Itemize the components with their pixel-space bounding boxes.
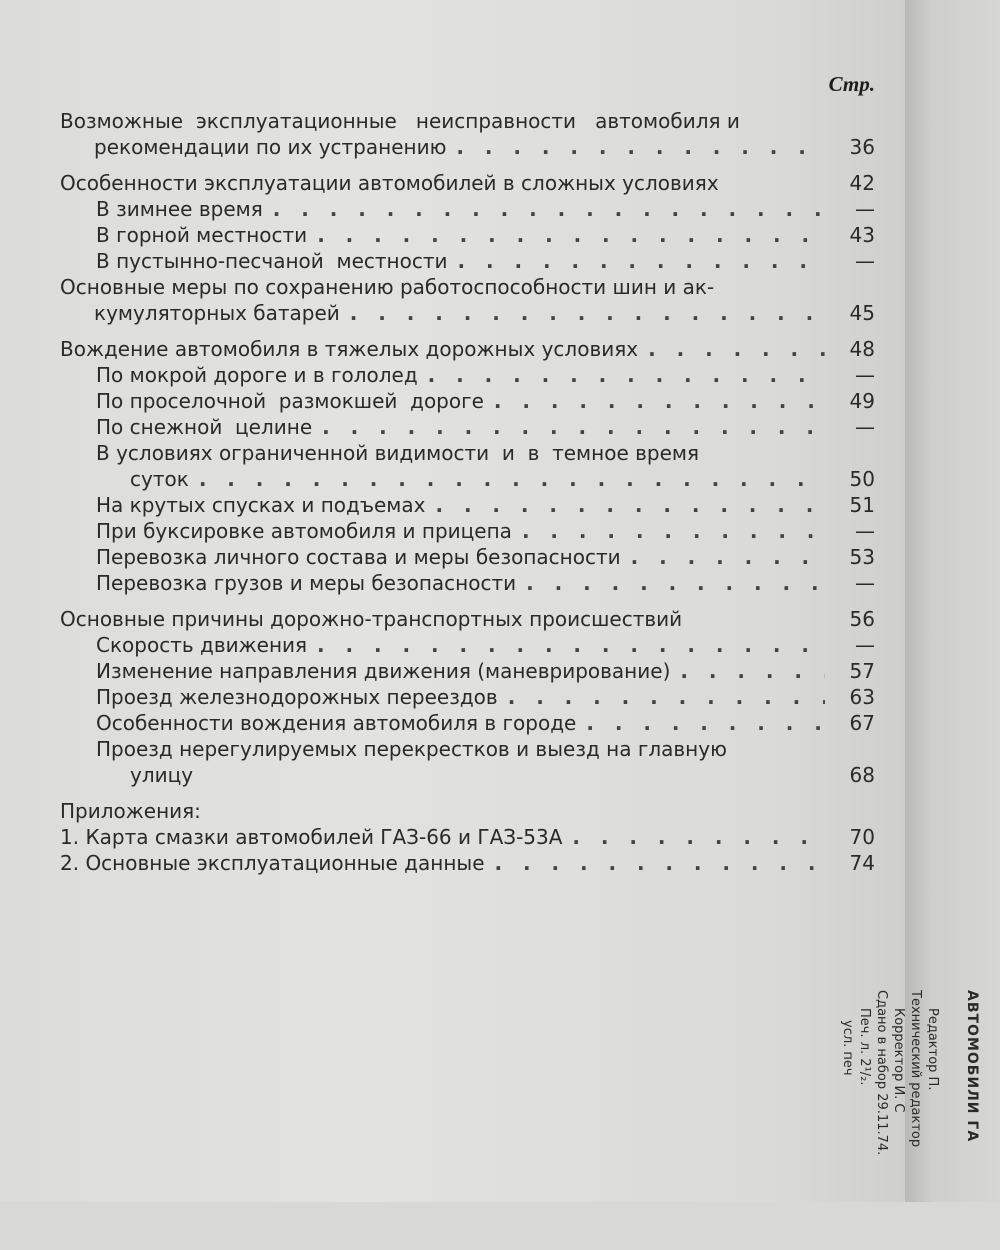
dot-leader bbox=[586, 710, 825, 736]
toc-line bbox=[60, 736, 875, 762]
toc-line bbox=[60, 606, 875, 632]
dot-leader bbox=[322, 414, 825, 440]
toc-page-number: 57 bbox=[849, 659, 875, 683]
toc-page-number: — bbox=[855, 415, 875, 439]
toc-page-number: 42 bbox=[849, 171, 875, 195]
toc-page-number: 36 bbox=[849, 135, 875, 159]
toc-entry-text: Возможные эксплуатационные неисправности автомобиля и bbox=[60, 109, 740, 133]
toc-page-number: 53 bbox=[849, 545, 875, 569]
toc-line bbox=[60, 440, 875, 466]
colophon-editor: Редактор П. bbox=[925, 1008, 940, 1091]
toc-line bbox=[60, 108, 875, 134]
toc-entry-text: По снежной целине bbox=[96, 415, 313, 439]
toc-line bbox=[60, 632, 875, 658]
toc-line bbox=[60, 798, 875, 824]
toc-line bbox=[60, 170, 875, 196]
dot-leader bbox=[273, 196, 825, 222]
toc-entry-text: Изменение направления движения (маневрирование) bbox=[96, 659, 671, 683]
toc-page-number: 67 bbox=[849, 711, 875, 735]
toc-entry-text: Основные меры по сохранению работоспособности шин и ак- bbox=[60, 275, 715, 299]
toc-entry-text: Особенности вождения автомобиля в городе bbox=[96, 711, 577, 735]
dot-leader bbox=[572, 824, 825, 850]
toc-line bbox=[60, 414, 875, 440]
toc-line bbox=[60, 222, 875, 248]
toc-entry-text: В пустынно-песчаной местности bbox=[96, 249, 448, 273]
toc-page-number: 51 bbox=[849, 493, 875, 517]
colophon-print-sheets: Печ. л. 2¹/₂. bbox=[857, 1008, 872, 1086]
dot-leader bbox=[435, 492, 825, 518]
dot-leader bbox=[648, 336, 825, 362]
toc-entry-text: улицу bbox=[130, 763, 194, 787]
dot-leader bbox=[456, 134, 825, 160]
toc-entry-text: Основные причины дорожно-транспортных происшествий bbox=[60, 607, 683, 631]
toc-page-number: 74 bbox=[849, 851, 875, 875]
dot-leader bbox=[199, 466, 825, 492]
dot-leader bbox=[458, 248, 825, 274]
toc-entry-text: На крутых спусках и подъемах bbox=[96, 493, 426, 517]
colophon-typeset: Сдано в набор 29.11.74. bbox=[874, 990, 889, 1156]
dot-leader bbox=[317, 632, 825, 658]
toc-line bbox=[60, 248, 875, 274]
toc-page-number: 43 bbox=[849, 223, 875, 247]
toc-page-number: — bbox=[855, 197, 875, 221]
toc-line bbox=[60, 336, 875, 362]
toc-page-number: 49 bbox=[849, 389, 875, 413]
toc-page-number: 56 bbox=[849, 607, 875, 631]
dot-leader bbox=[428, 362, 825, 388]
toc-line bbox=[60, 762, 875, 788]
toc-entry-text: суток bbox=[130, 467, 189, 491]
toc-entry-text: кумуляторных батарей bbox=[94, 301, 340, 325]
dot-leader bbox=[631, 544, 825, 570]
toc-line bbox=[60, 850, 875, 876]
toc-line bbox=[60, 274, 875, 300]
toc-line bbox=[60, 544, 875, 570]
toc-entry-text: рекомендации по их устранению bbox=[94, 135, 447, 159]
dot-leader bbox=[495, 850, 825, 876]
colophon-corrector: Корректор И. С bbox=[891, 1008, 906, 1113]
table-of-contents bbox=[60, 108, 875, 876]
toc-line bbox=[60, 684, 875, 710]
toc-line bbox=[60, 134, 875, 160]
dot-leader bbox=[526, 570, 825, 596]
dot-leader bbox=[680, 658, 825, 684]
colophon-tech-editor: Технический редактор bbox=[908, 990, 923, 1148]
toc-page-number: 48 bbox=[849, 337, 875, 361]
toc-line bbox=[60, 300, 875, 326]
toc-entry-text: Перевозка личного состава и меры безопасности bbox=[96, 545, 621, 569]
toc-entry-text: Скорость движения bbox=[96, 633, 308, 657]
toc-entry-text: При буксировке автомобиля и прицепа bbox=[96, 519, 512, 543]
toc-page-number: — bbox=[855, 363, 875, 387]
toc-line bbox=[60, 518, 875, 544]
toc-entry-text: Проезд железнодорожных переездов bbox=[96, 685, 498, 709]
dot-leader bbox=[494, 388, 825, 414]
toc-entry-text: 2. Основные эксплуатационные данные bbox=[60, 851, 485, 875]
dot-leader bbox=[317, 222, 825, 248]
toc-entry-text: В горной местности bbox=[96, 223, 308, 247]
toc-entry-text: Перевозка грузов и меры безопасности bbox=[96, 571, 517, 595]
dot-leader bbox=[508, 684, 825, 710]
toc-line bbox=[60, 492, 875, 518]
toc-entry-text: Особенности эксплуатации автомобилей в сложных условиях bbox=[60, 171, 719, 195]
toc-page-number: — bbox=[855, 571, 875, 595]
toc-line bbox=[60, 196, 875, 222]
toc-line bbox=[60, 658, 875, 684]
colophon-rotated bbox=[839, 990, 980, 1250]
toc-line bbox=[60, 362, 875, 388]
appendix-heading: Приложения: bbox=[60, 799, 201, 823]
toc-entry-text: Вождение автомобиля в тяжелых дорожных условиях bbox=[60, 337, 639, 361]
toc-page-number: — bbox=[855, 633, 875, 657]
toc-page-number: 70 bbox=[849, 825, 875, 849]
toc-entry-text: По мокрой дороге и в гололед bbox=[96, 363, 418, 387]
toc-entry-text: В зимнее время bbox=[96, 197, 263, 221]
page-column-label: Стр. bbox=[828, 72, 875, 96]
toc-page-number: 50 bbox=[849, 467, 875, 491]
toc-line bbox=[60, 388, 875, 414]
toc-page-number: — bbox=[855, 519, 875, 543]
toc-page-number: — bbox=[855, 249, 875, 273]
dot-leader bbox=[522, 518, 825, 544]
toc-line bbox=[60, 824, 875, 850]
toc-line bbox=[60, 570, 875, 596]
toc-entry-text: По проселочной размокшей дороге bbox=[96, 389, 484, 413]
dot-leader bbox=[350, 300, 825, 326]
toc-line bbox=[60, 710, 875, 736]
colophon-conventional: усл. печ bbox=[840, 1020, 855, 1076]
toc-entry-text: В условиях ограниченной видимости и в темное время bbox=[96, 441, 700, 465]
toc-page-number: 45 bbox=[849, 301, 875, 325]
toc-entry-text: Проезд нерегулируемых перекрестков и выезд на главную bbox=[96, 737, 727, 761]
toc-page-number: 63 bbox=[849, 685, 875, 709]
toc-entry-text: 1. Карта смазки автомобилей ГАЗ-66 и ГАЗ-53А bbox=[60, 825, 563, 849]
colophon-title: АВТОМОБИЛИ ГА bbox=[964, 990, 980, 1143]
toc-page-number: 68 bbox=[849, 763, 875, 787]
toc-line bbox=[60, 466, 875, 492]
